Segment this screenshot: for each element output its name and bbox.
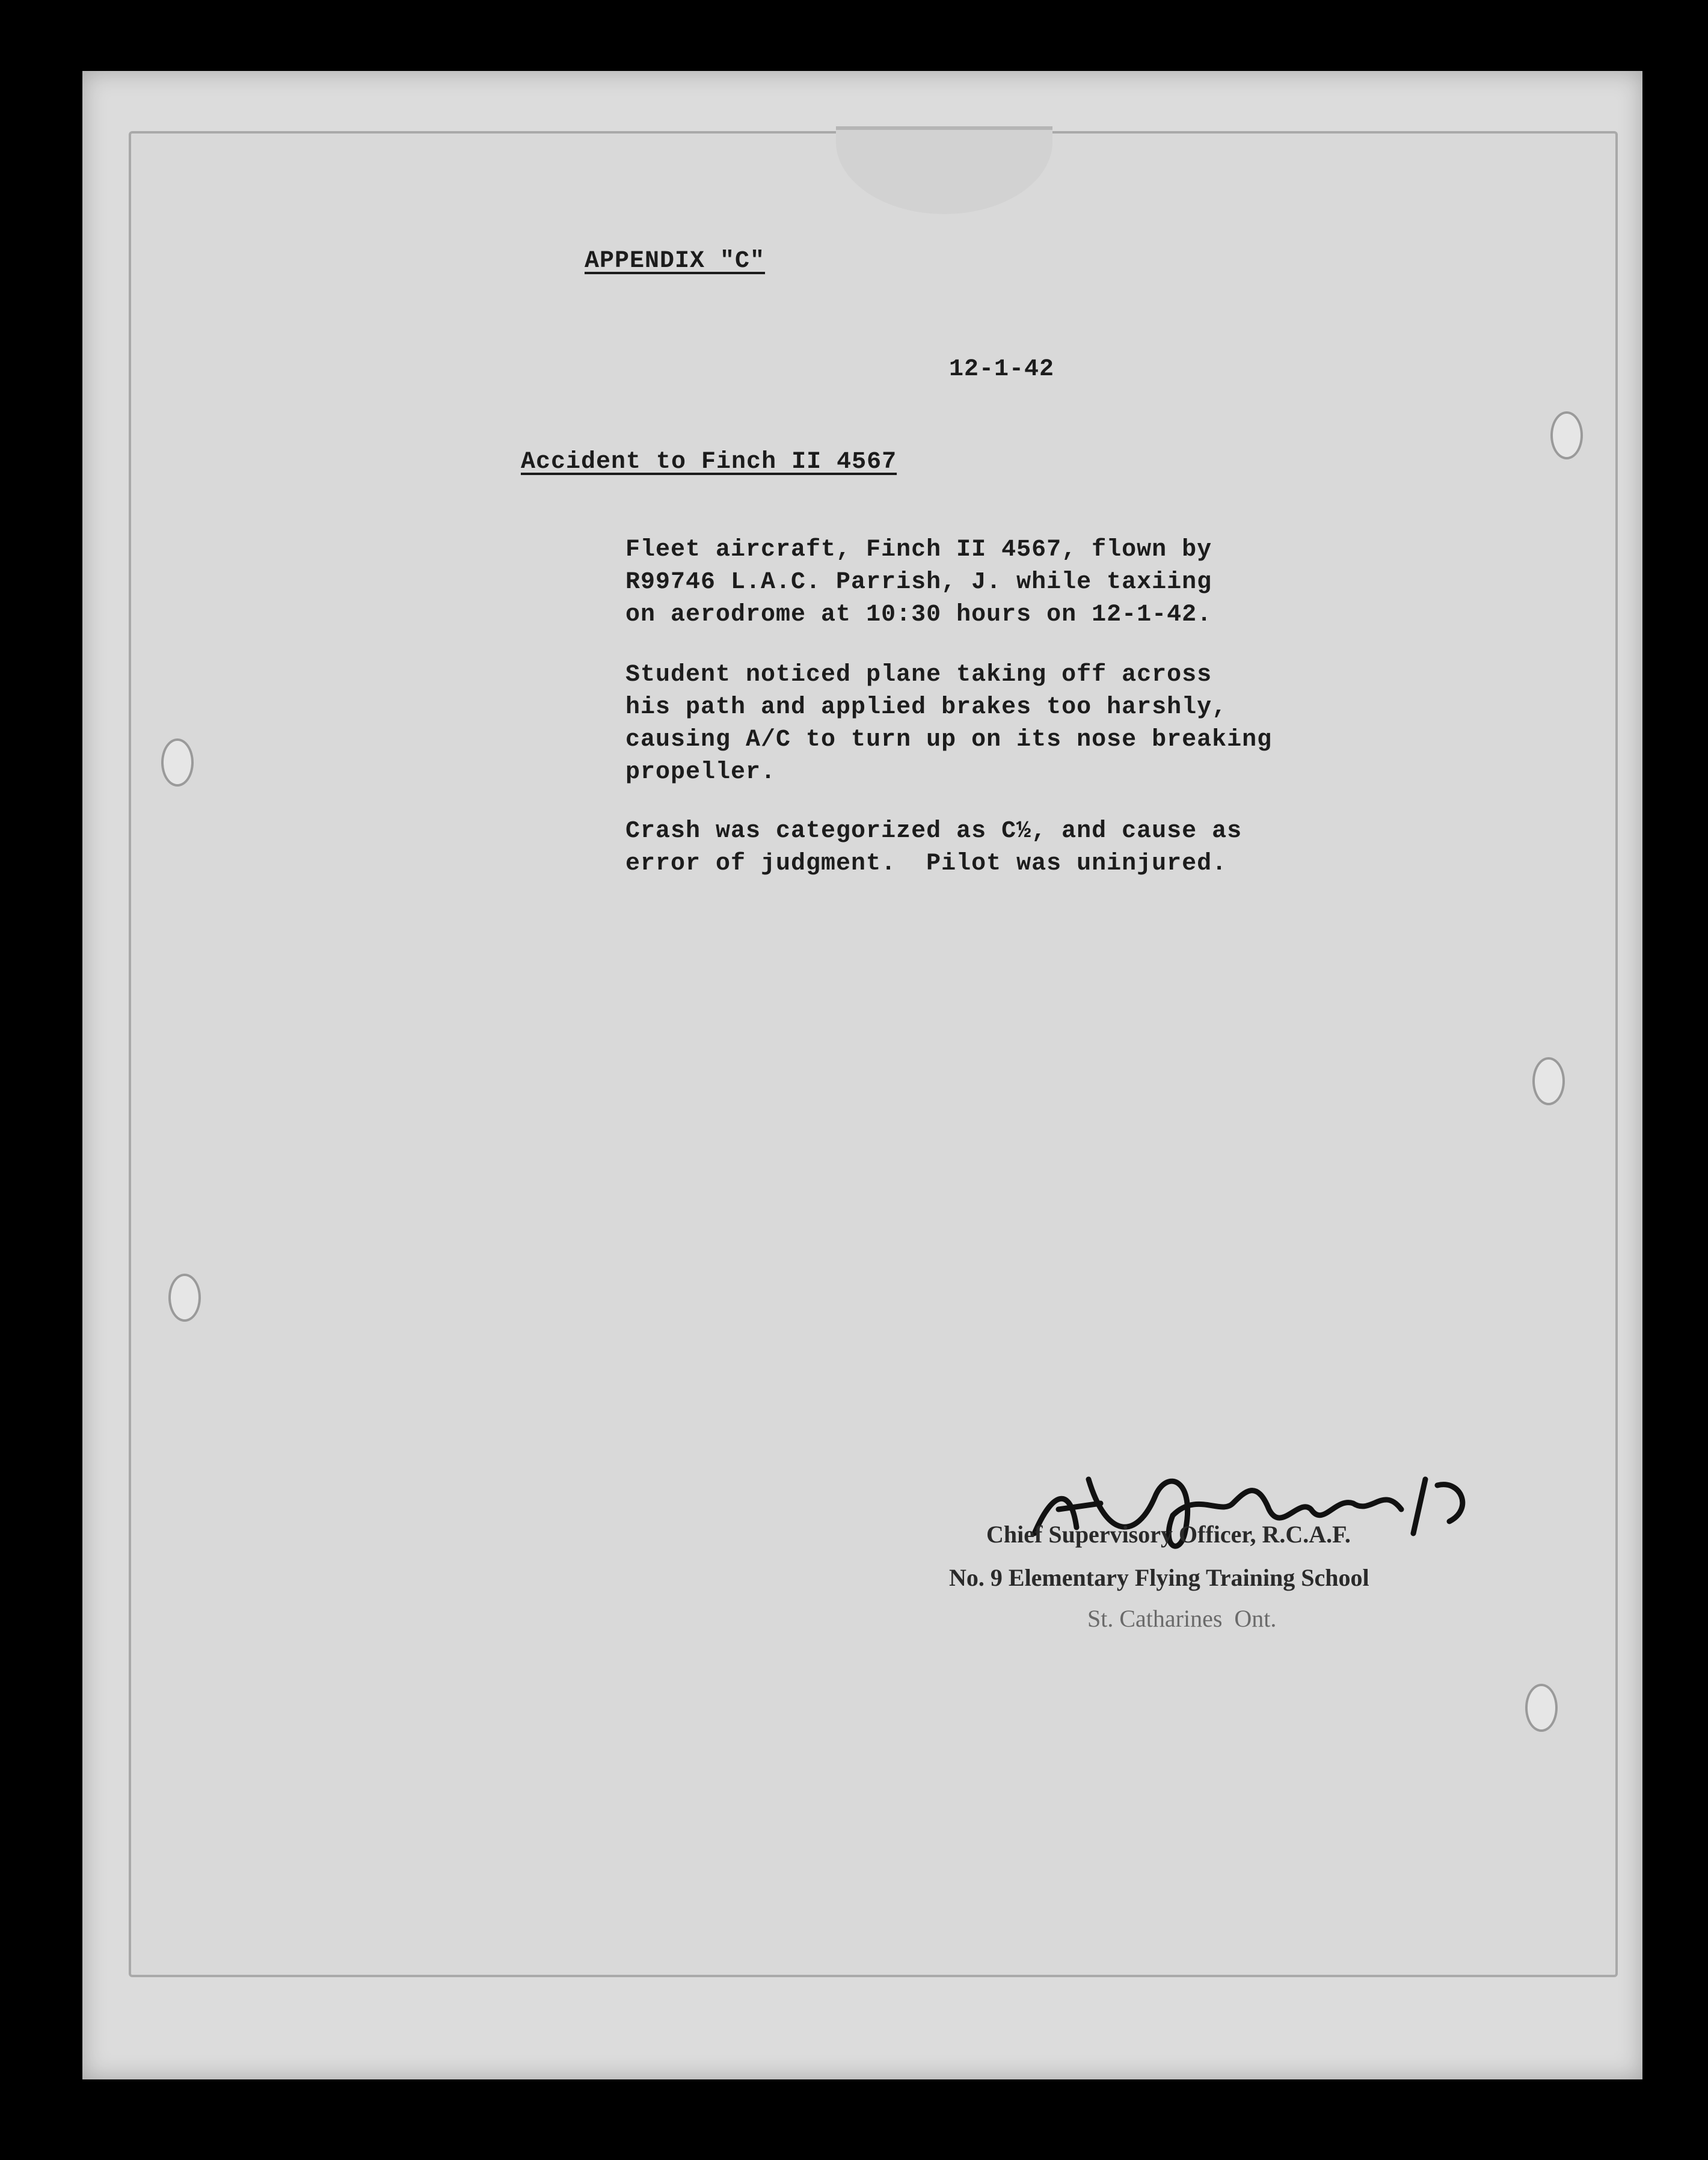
signature-title-line: Chief Supervisory Officer, R.C.A.F. [986,1521,1351,1548]
punch-hole-bottom-right [1525,1684,1558,1732]
appendix-heading: APPENDIX "C" [585,248,766,275]
paragraph-line: R99746 L.A.C. Parrish, J. while taxiing [625,569,1212,596]
accident-subject: Accident to Finch II 4567 [521,449,897,476]
paragraph-1 [625,534,1323,631]
paragraph-line: error of judgment. Pilot was uninjured. [625,850,1227,877]
document-date: 12-1-42 [949,356,1055,383]
document-page [129,131,1618,1977]
paragraph-line: Crash was categorized as C½, and cause as [625,818,1243,845]
paragraph-line: Fleet aircraft, Finch II 4567, flown by [625,536,1212,563]
punch-hole-middle-right [1532,1057,1565,1105]
signature-school-line: No. 9 Elementary Flying Training School [949,1564,1369,1591]
paragraph-line: causing A/C to turn up on its nose breaking [625,726,1273,753]
signature-location-line: St. Catharines Ont. [1087,1605,1277,1632]
punch-hole-top-right [1550,411,1583,459]
punch-hole-left-upper [161,738,194,787]
paragraph-2 [625,659,1323,789]
paragraph-line: propeller. [625,759,776,786]
paragraph-line: his path and applied brakes too harshly, [625,694,1227,721]
punch-hole-left-lower [168,1274,201,1322]
paragraph-line: Student noticed plane taking off across [625,661,1212,689]
paragraph-3 [625,815,1323,880]
paragraph-line: on aerodrome at 10:30 hours on 12-1-42. [625,601,1212,628]
